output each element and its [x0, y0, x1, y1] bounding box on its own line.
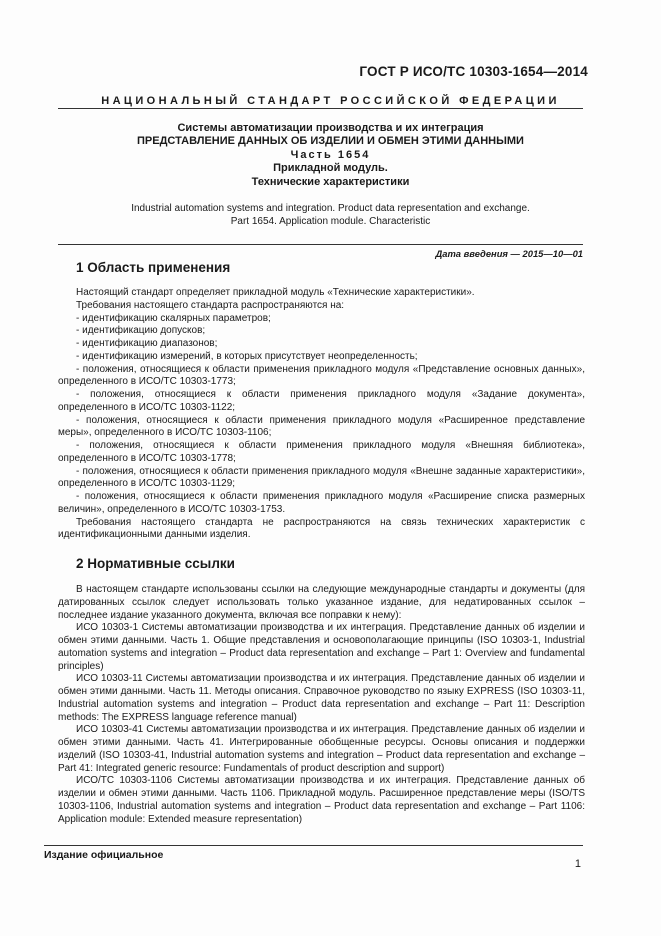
national-standard-heading: НАЦИОНАЛЬНЫЙ СТАНДАРТ РОССИЙСКОЙ ФЕДЕРАЦИИ: [101, 95, 560, 107]
section-1-body: [58, 287, 585, 542]
reference-item: ИСО 10303-1 Системы автоматизации производства и их интеграция. Представление данных об изделии и обмен этими данными. Часть 1. Общие представления и основополагающие принципы (ISO 10303-1, Industrial automation systems and integration – Product data representation and exchange – Part 1: Overview and fundamental principles): [58, 622, 585, 672]
document-number: ГОСТ Р ИСО/ТС 10303-1654—2014: [359, 64, 588, 79]
references-intro: В настоящем стандарте использованы ссылки на следующие международные стандарты и документы (для датированных ссылок следует использовать только указанное издание, для недатированных ссылок – последнее издание указанного документа, включая все поправки к нему):: [58, 584, 585, 621]
list-item: - идентификацию допусков;: [76, 325, 206, 337]
title-line-1: Системы автоматизации производства и их интеграция: [177, 122, 484, 134]
list-item: - положения, относящиеся к области применения прикладного модуля «Внешне заданные характеристики», определенного в ИСО/ТС 10303-1129;: [58, 465, 585, 490]
scope-intro: Настоящий стандарт определяет прикладной модуль «Технические характеристики».: [76, 287, 475, 298]
reference-item: ИСО/ТС 10303-1106 Системы автоматизации производства и их интеграция. Представление данных об изделии и обмен этими данными. Часть 1106. Прикладной модуль. Расширенное представление меры (ISO/TS 10303-1106, Industrial automation systems and integration – Product data representation and exchange – Part 1106: Application module: Extended measure representation): [58, 775, 585, 825]
scope-exclusion: Требования настоящего стандарта не распространяются на связь технических характеристик с идентификационными данными изделия.: [58, 516, 585, 541]
english-title: [60, 202, 601, 229]
list-item: - положения, относящиеся к области применения прикладного модуля «Внешняя библиотека», определенного в ИСО/ТС 10303-1778;: [58, 440, 585, 464]
list-item: - идентификацию измерений, в которых присутствует неопределенность;: [76, 350, 418, 362]
list-item: - положения, относящиеся к области применения прикладного модуля «Представление основных данных», определенного в ИСО/ТС 10303-1773;: [58, 363, 585, 388]
title-line-2: ПРЕДСТАВЛЕНИЕ ДАННЫХ ОБ ИЗДЕЛИИ И ОБМЕН ЭТИМИ ДАННЫМИ: [137, 135, 524, 148]
list-item: - идентификацию скалярных параметров;: [76, 312, 271, 324]
page-number: 1: [574, 858, 581, 870]
title-divider: [58, 244, 583, 245]
list-item: - идентификацию диапазонов;: [76, 338, 218, 349]
section-1-heading: 1 Область применения: [76, 260, 231, 275]
introduction-date: Дата введения — 2015—10—01: [435, 248, 583, 259]
reference-item: ИСО 10303-41 Системы автоматизации производства и их интеграция. Представление данных об изделии и обмен этими данными. Часть 41. Интегрированные обобщенные ресурсы. Основы описания и поддержки изделий (ISO 10303-41, Industrial automation systems and integration – Product data representation and exchange – Part 41: Integrated generic resource: Fundamentals of product description and support): [58, 724, 585, 774]
standard-title: [60, 122, 601, 189]
english-title-line-2: Part 1654. Application module. Characteristic: [230, 216, 431, 228]
title-line-5: Технические характеристики: [251, 175, 410, 188]
section-2-body: [58, 584, 585, 826]
english-title-line-1: Industrial automation systems and integration. Product data representation and exchange.: [131, 203, 530, 214]
official-edition: Издание официальное: [44, 849, 164, 861]
reference-item: ИСО 10303-11 Системы автоматизации производства и их интеграция. Представление данных об изделии и обмен этими данными. Часть 11. Методы описания. Справочное руководство по языку EXPRESS (ISO 10303-11, Industrial automation systems and integration – Product data representation and exchange – Part 11: Description methods: The EXPRESS language reference manual): [58, 673, 585, 723]
title-line-4: Прикладной модуль.: [273, 162, 388, 175]
section-2-heading: 2 Нормативные ссылки: [76, 556, 235, 571]
list-item: - положения, относящиеся к области применения прикладного модуля «Задание документа», определенного в ИСО/ТС 10303-1122;: [58, 389, 585, 413]
header-divider: [58, 108, 583, 109]
list-item: - положения, относящиеся к области применения прикладного модуля «Расширение списка размерных величин», определенного в ИСО/ТС 10303-1753.: [58, 491, 585, 515]
title-part: Часть 1654: [290, 148, 371, 161]
list-item: - положения, относящиеся к области применения прикладного модуля «Расширенное представление меры», определенного в ИСО/ТС 10303-1106;: [58, 414, 585, 439]
footer-divider: [44, 845, 583, 846]
scope-requirements: Требования настоящего стандарта распространяются на:: [76, 299, 345, 311]
